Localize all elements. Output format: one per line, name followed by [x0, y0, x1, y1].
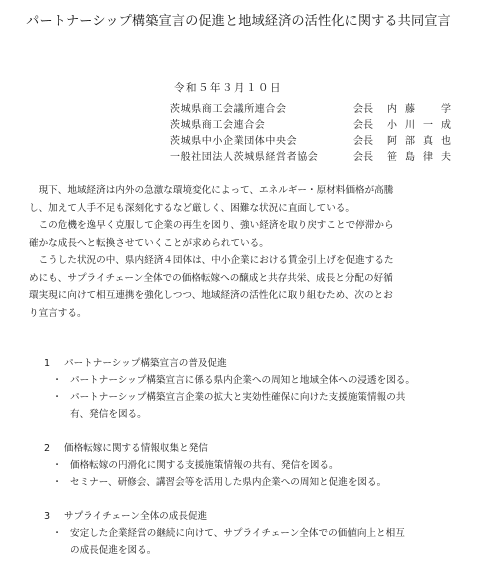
signatory-role: 会長: [353, 152, 373, 163]
bullet-dot: ・: [52, 375, 62, 386]
paragraph-line: こうした状況の中、県内経済４団体は、中小企業における賃金引上げを促進するた: [38, 255, 394, 266]
declaration-section: [44, 355, 474, 423]
declaration-body: [29, 182, 465, 322]
bullet-text: [70, 474, 474, 491]
paragraph-line: 現下、地域経済は内外の急激な環境変化によって、エネルギー・原材料価格が高騰: [38, 185, 394, 196]
declaration-items: [44, 355, 474, 576]
bullet-text: [70, 457, 474, 474]
signatory-role: 会長: [353, 136, 373, 147]
signatory-name: 小川一成: [387, 120, 459, 131]
bullet-dot: ・: [52, 528, 62, 539]
section-number: 3: [44, 511, 51, 522]
signatory-org: 茨城県商工会議所連合会: [170, 104, 287, 115]
paragraph-line: し、加えて人手不足も深刻化するなど厳しく、困難な状況に直面している。: [29, 202, 355, 214]
section-title: サプライチェーン全体の成長促進: [64, 511, 208, 522]
document-date: 令和５年３月１０日: [174, 82, 282, 94]
bullet-text: [70, 525, 474, 559]
declaration-section: [44, 508, 474, 559]
bullet-dot: ・: [52, 460, 62, 471]
signatory-name: 内藤 学: [387, 104, 459, 115]
bullet-item: [44, 389, 474, 423]
bullet-line: セミナー、研修会、講習会等を活用した県内企業への周知と促進を図る。: [70, 477, 387, 488]
paragraph-line: 確かな成長へと転換させていくことが求められている。: [29, 237, 269, 249]
bullet-line: 価格転嫁の円滑化に関する支援施策情報の共有、発信を図る。: [70, 460, 339, 471]
bullet-line: パートナーシップ構築宣言に係る県内企業への周知と地域全体への浸透を図る。: [70, 375, 415, 386]
bullet-item: [44, 474, 474, 491]
bullet-item: [44, 372, 474, 389]
bullet-line: 安定した企業経営の継続に向けて、サプライチェーン全体での価値向上と相互: [70, 528, 405, 539]
section-title: 価格転嫁に関する情報収集と発信: [64, 443, 208, 454]
paragraph-line: めにも、サプライチェーン全体での価格転嫁への醸成と共存共栄、成長と分配の好循: [29, 272, 393, 284]
section-title: パートナーシップ構築宣言の普及促進: [64, 358, 227, 369]
paragraph-line: り宣言する。: [29, 307, 87, 319]
bullet-line: の成長促進を図る。: [70, 545, 157, 556]
paragraph-line: 環実現に向けて相互連携を強化しつつ、地域経済の活性化に取り組むため、次のとお: [29, 290, 393, 301]
signatory-row: [170, 102, 470, 118]
bullet-dot: ・: [52, 477, 62, 488]
paragraph-line: この危機を逸早く克服して企業の再生を図り、強い経済を取り戻すことで停滞から: [38, 220, 394, 231]
bullet-text: [70, 389, 474, 423]
bullet-line: 有、発信を図る。: [70, 409, 147, 420]
bullet-item: [44, 457, 474, 474]
signatory-org: 茨城県商工会連合会: [170, 120, 266, 131]
signatory-row: [170, 118, 470, 134]
section-heading: [44, 508, 474, 525]
document-title: パートナーシップ構築宣言の促進と地域経済の活性化に関する共同宣言: [26, 14, 451, 29]
signatory-role: 会長: [353, 120, 373, 131]
signatory-name: 阿部真也: [387, 136, 459, 147]
section-number: 1: [44, 358, 51, 369]
signatory-list: [170, 102, 470, 166]
section-number: 2: [44, 443, 51, 454]
section-heading: [44, 355, 474, 372]
bullet-text: [70, 372, 474, 389]
bullet-item: [44, 525, 474, 559]
signatory-name: 笹島律夫: [387, 152, 459, 163]
signatory-org: 茨城県中小企業団体中央会: [170, 136, 298, 147]
bullet-line: パートナーシップ構築宣言企業の拡大と実効性確保に向けた支援施策情報の共: [70, 392, 406, 403]
signatory-org: 一般社団法人茨城県経営者協会: [170, 152, 319, 163]
signatory-row: [170, 134, 470, 150]
signatory-role: 会長: [353, 104, 373, 115]
signatory-row: [170, 150, 470, 166]
declaration-section: [44, 440, 474, 491]
bullet-dot: ・: [52, 392, 62, 403]
section-heading: [44, 440, 474, 457]
